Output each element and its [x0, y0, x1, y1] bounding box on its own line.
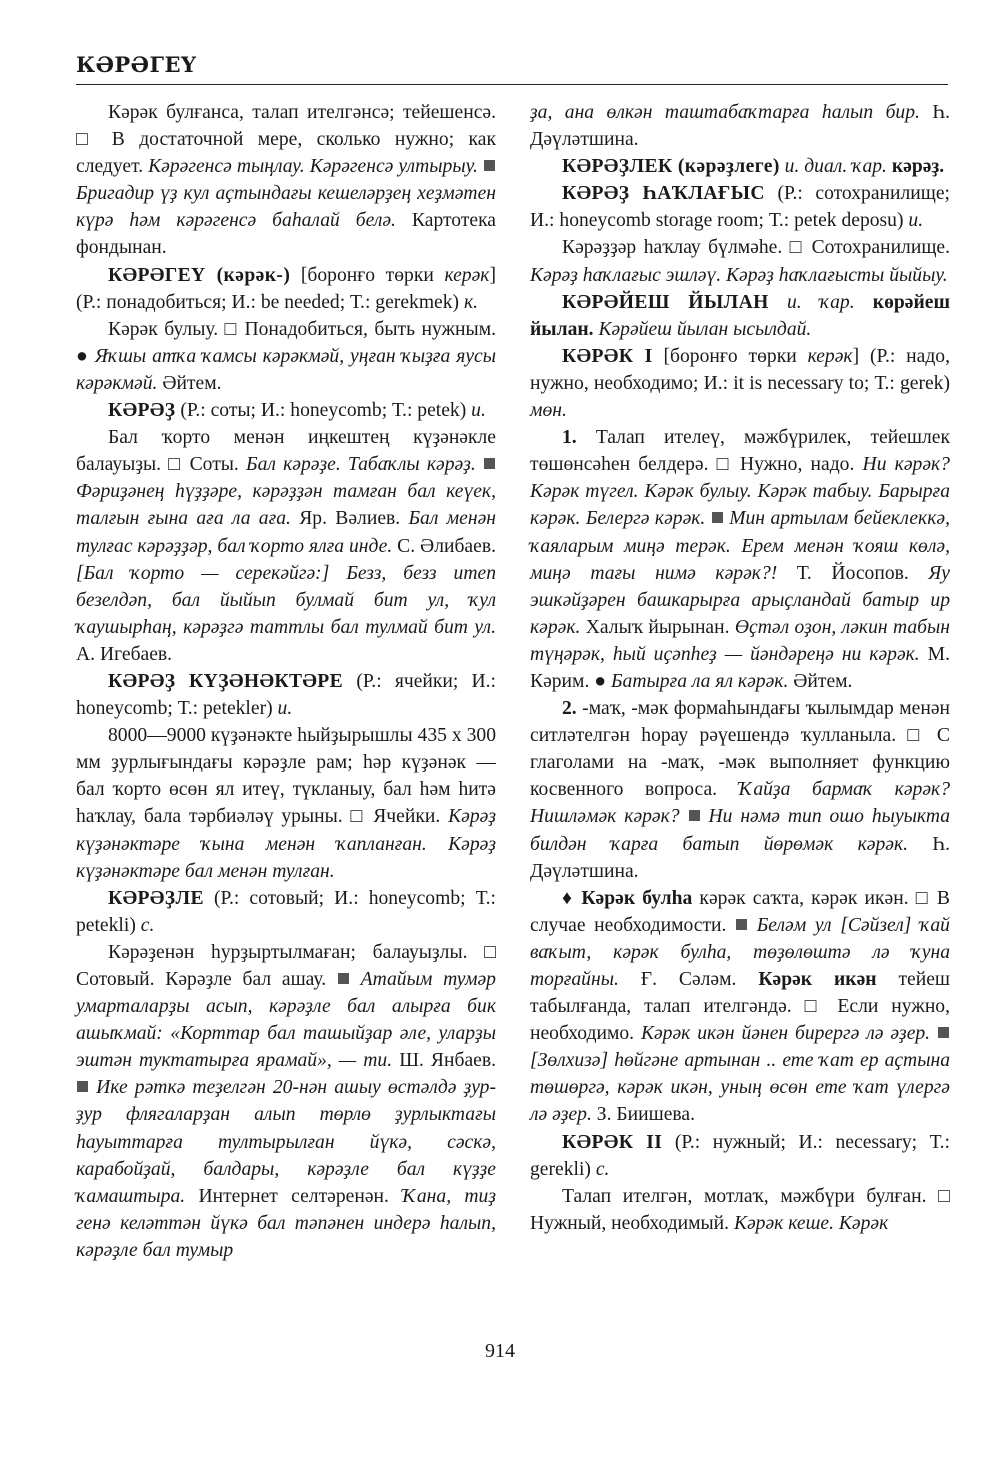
entry-headword-line: КӘРӘҘ (Р.: соты; И.: honeycomb; Т.: petek) и. [108, 400, 486, 422]
example-marker-icon [77, 1081, 88, 1092]
headword: КӘРӘГЕҮ (кәрәк-) [108, 264, 291, 286]
example-marker-icon [712, 512, 723, 523]
example-marker-icon [484, 160, 495, 171]
entry-definition: Кәрәҙенән һурҙыртылмаған; балауыҙлы. □ Сотовый. Кәрәҙле бал ашау. Атайым тумәр умарталарҙы асып, кәрәҙле бал алырға бик ашыҡмай: «Корттар бал ташыйҙар әле, уларҙы эштән туктатырға ярамай», — ти. Ш. Янбаев. Ике рәткә теҙелгән 20-нән ашыу өстәлдә ҙур-ҙур флягаларҙан алып төрлө ҙурлыктағы һауыттарға тултырылған йүкә, сәскә, карабойҙай, балдары, кәрәҙле бал күҙҙе ҡамаштыра. Интернет селтәренән. Ҡана, тиҙ генә келәттән йүкә бал тәпәнен индерә һалып, кәрәҙле бал тумыр [76, 941, 497, 1261]
headword: КӘРӘҘЛЕК (кәрәҙлеге) [562, 156, 780, 178]
entry-headword-line: КӘРӘҘ ҺАҠЛАҒЫС (Р.: сотохранилище; И.: honeycomb storage room; Т.: petek deposu) и. [530, 183, 950, 232]
example-marker-icon [938, 1027, 949, 1038]
entry-definition: Талап ителгән, мотлаҡ, мәжбүри булған. □ Нужный, необходимый. Кәрәк кеше. Кәрәк [530, 1185, 950, 1234]
sense-2: 2. -маҡ, -мәк формаһындағы ҡылымдар менән ситләтелгән һорау рәүешендә ҡулланыла. □ С глаголами на -маҡ, -мәк выполняет функцию косвенного вопроса. Ҡайҙа бармаҡ кәрәк? Нишләмәк кәрәк? Ни нәмә тип ошо һыуыкта билдән ҡарға батып йөрөмәк кәрәк. Һ. Дәүләтшина. [530, 698, 951, 882]
entry-definition: Кәрәк булғанса, талап ителгәнсә; тейешенсә. □ В достаточной мере, сколько нужно; как следует. Кәрәгенсә тыңлау. Кәрәгенсә ултырыу. Бригадир үҙ кул аҫтындағы кешеләрҙең хеҙмәтен күрә һәм кәрәгенсә баһалай белә. Картотека фондынан. [76, 102, 497, 259]
example-marker-icon [484, 458, 495, 469]
headword: КӘРӘК II [562, 1131, 663, 1153]
entry-headword-line: КӘРӘҘЛЕК (кәрәҙлеге) и. диал. ҡар. кәрәҙ. [562, 156, 945, 178]
example-marker-icon [689, 810, 700, 821]
headword: КӘРӘК I [562, 345, 653, 367]
header-rule [76, 84, 948, 85]
running-head: КӘРӘГЕҮ [76, 52, 197, 77]
headword: КӘРӘҘЛЕ [108, 887, 204, 909]
entry-headword-line: КӘРӘҘЛЕ (Р.: сотовый; И.: honeycomb; Т.: petekli) с. [76, 887, 496, 936]
entry-definition: 8000—9000 күҙәнәкте һыйҙырышлы 435 х 300 мм ҙурлығындағы кәрәҙле рам; һәр күҙәнәк — бал ҡорто өсөн ял итеү, түкланыу, бал һәм һитә һаҡлау, бала тәрбиәләү урыны. □ Ячейки. Кәрәҙ күҙәнәктәре ҡына менән ҡапланған. Кәрәҙ күҙәнәктәре бал менән тулған. [76, 725, 496, 882]
right-column [530, 99, 950, 1237]
entry-headword-line: КӘРӘК II (Р.: нужный; И.: necessary; Т.: gerekli) с. [530, 1131, 951, 1180]
headword: КӘРӘҘ КҮҘӘНӘКТӘРЕ [108, 670, 344, 692]
entry-headword-line: КӘРӘГЕҮ (кәрәк-) [боронғо төрки керәк] (Р.: понадобиться; И.: be needed; Т.: gerekmek) к. [76, 264, 497, 313]
entry-headword-line: КӘРӘҘ КҮҘӘНӘКТӘРЕ (Р.: ячейки; И.: honeycomb; Т.: petekler) и. [76, 670, 496, 720]
page-number: 914 [485, 1340, 515, 1362]
example-marker-icon [736, 919, 747, 930]
example-marker-icon [338, 973, 349, 984]
entry-definition: Кәрәк булыу. □ Понадобиться, быть нужным. ● Яҡшы атҡа ҡамсы кәрәкмәй, уңған ҡыҙға яусы кәрәкмәй. Әйтем. [76, 318, 497, 394]
headword: КӘРӘҘ ҺАҠЛАҒЫС [562, 183, 765, 205]
sense-1: 1. Талап ителеү, мәжбүрилек, тейешлек төшөнсәһен белдерә. □ Нужно, надо. Ни кәрәк? Кәрәк түгел. Кәрәк булыу. Кәрәк табыу. Барырға кәрәк. Белергә кәрәк. Мин артылам бейеклеккә, ҡаяларым миңә терәк. Ерем менән ҡояш көлә, миңә тағы нимә кәрәк?! Т. Йосопов. Яу эшкәйҙәрен башкарырға арыҫландай батыр ир кәрәк. Халыҡ йырынан. Өҫтәл оҙон, ләкин табын түңәрәк, һый иҫәпһеҙ — йәндәреңә ни кәрәк. М. Кәрим. ● Батырға ла ял кәрәк. Әйтем. [530, 427, 950, 692]
entry-headword-line: КӘРӘЙЕШ ЙЫЛАН и. ҡар. көрәйеш йылан. Кәрәйеш йылан ысылдай. [530, 291, 950, 340]
entry-continuation: ҙа, ана өлкән таштабаҡтарға һалып бир. Һ. Дәүләтшина. [530, 102, 950, 151]
headword: КӘРӘЙЕШ ЙЫЛАН [562, 291, 769, 313]
headword: КӘРӘҘ [108, 400, 176, 422]
idiom-entry: ♦ Кәрәк булһа кәрәк саҡта, кәрәк икән. □ В случае необходимости. Беләм ул [Сәйзел] ҡай ваҡыт, кәрәк булһа, төҙөлөштә лә ҡуна торғайны. Ғ. Сәләм. Кәрәк икән тейеш табылғанда, талап ителгәндә. □ Если нужно, необходимо. Кәрәк икән йәнен бирергә лә әҙер. [Зөлхизә] һөйгәне артынан .. ете ҡат ер аҫтына төшөргә, кәрәк икән, уның өсөн ете ҡат үлергә лә әҙер. З. Биишева. [530, 887, 950, 1126]
entry-definition: Кәрәҙҙәр һаҡлау бүлмәһе. □ Сотохранилище. Кәрәҙ һаҡлағыс эшләү. Кәрәҙ һаҡлағысты йыйыу. [530, 237, 950, 286]
entry-headword-line: КӘРӘК I [боронғо төрки керәк] (Р.: надо, нужно, необходимо; И.: it is necessary to; Т.: gerek) мөн. [530, 345, 951, 422]
left-column [76, 99, 496, 1264]
entry-definition: Бал ҡорто менән иңкештең күҙәнәкле балауыҙы. □ Соты. Бал кәрәҙе. Табаҡлы кәрәҙ. Фәриҙәнең һүҙҙәре, кәрәҙҙән тамған бал кеүек, талғын ғына аға ла аға. Яр. Вәлиев. Бал менән тулғас кәрәҙҙәр, бал ҡорто ялға инде. С. Әлибаев. [Бал ҡорто — серекәйгә:] Безз, безз итеп безелдәп, бал йыйып булмай бит ул, ҡул ҡаушырһаң, кәрәҙгә таттлы бал тулмай бит ул. А. Игебаев. [76, 427, 496, 665]
